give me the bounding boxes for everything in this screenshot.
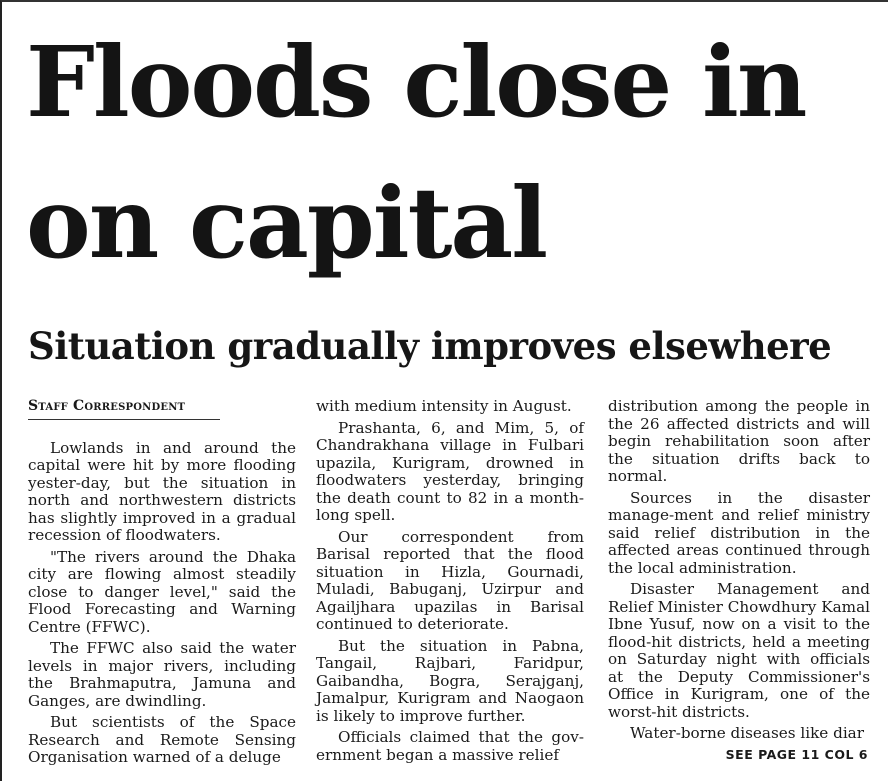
paragraph: Prashanta, 6, and Mim, 5, of Chandrakhana village in Fulbari upazila, Kurigram, drowned in floodwaters yesterday, bringing the death count to 82 in a month-long spell.	[316, 418, 584, 524]
paragraph: with medium intensity in August.	[316, 397, 572, 415]
paragraph: But scientists of the Space Research and Remote Sensing Organisation warned of a deluge	[28, 713, 296, 766]
paragraph: The FFWC also said the water levels in major rivers, including the Brahmaputra, Jamuna and Ganges, are dwindling.	[28, 639, 296, 710]
column-3	[608, 398, 870, 747]
continuation-note: SEE PAGE 11 COL 6	[725, 747, 868, 762]
article-body	[26, 398, 876, 781]
byline: Staff Correspondent	[28, 398, 220, 420]
paragraph: Water-borne diseases like diar	[630, 724, 864, 742]
paragraph: "The rivers around the Dhaka city are flowing almost steadily close to danger level," said the Flood Forecasting and Warning Centre (FFWC).	[28, 547, 296, 636]
column-1	[28, 398, 296, 771]
paragraph: Officials claimed that the gov-ernment began a massive relief	[316, 728, 584, 764]
headline-line-2: on capital	[26, 166, 547, 280]
subheadline: Situation gradually improves elsewhere	[28, 324, 832, 368]
paragraph: Our correspondent from Barisal reported that the flood situation in Hizla, Gournadi, Muladi, Babuganj, Uzirpur and Agailjhara upazilas in Barisal continued to deteriorate.	[316, 527, 584, 633]
paragraph: distribution among the people in the 26 affected districts and will begin rehabilitation soon after the situation drifts back to normal.	[608, 397, 870, 485]
paragraph: Disaster Management and Relief Minister Chowdhury Kamal Ibne Yusuf, now on a visit to the flood-hit districts, held a meeting on Saturday night with officials at the Deputy Commissioner's Office in Kurigram, one of the worst-hit districts.	[608, 580, 870, 721]
paragraph: Lowlands in and around the capital were hit by more flooding yester-day, but the situation in north and northwestern districts has slightly improved in a gradual recession of floodwaters.	[28, 438, 296, 544]
paragraph: Sources in the disaster manage-ment and relief ministry said relief distribution in the affected areas continued through the local administration.	[608, 488, 870, 577]
headline	[26, 12, 886, 294]
column-2	[316, 398, 584, 768]
headline-line-1: Floods close in	[26, 25, 806, 139]
paragraph: But the situation in Pabna, Tangail, Rajbari, Faridpur, Gaibandha, Bogra, Serajganj, Jamalpur, Kurigram and Naogaon is likely to improve further.	[316, 636, 584, 725]
